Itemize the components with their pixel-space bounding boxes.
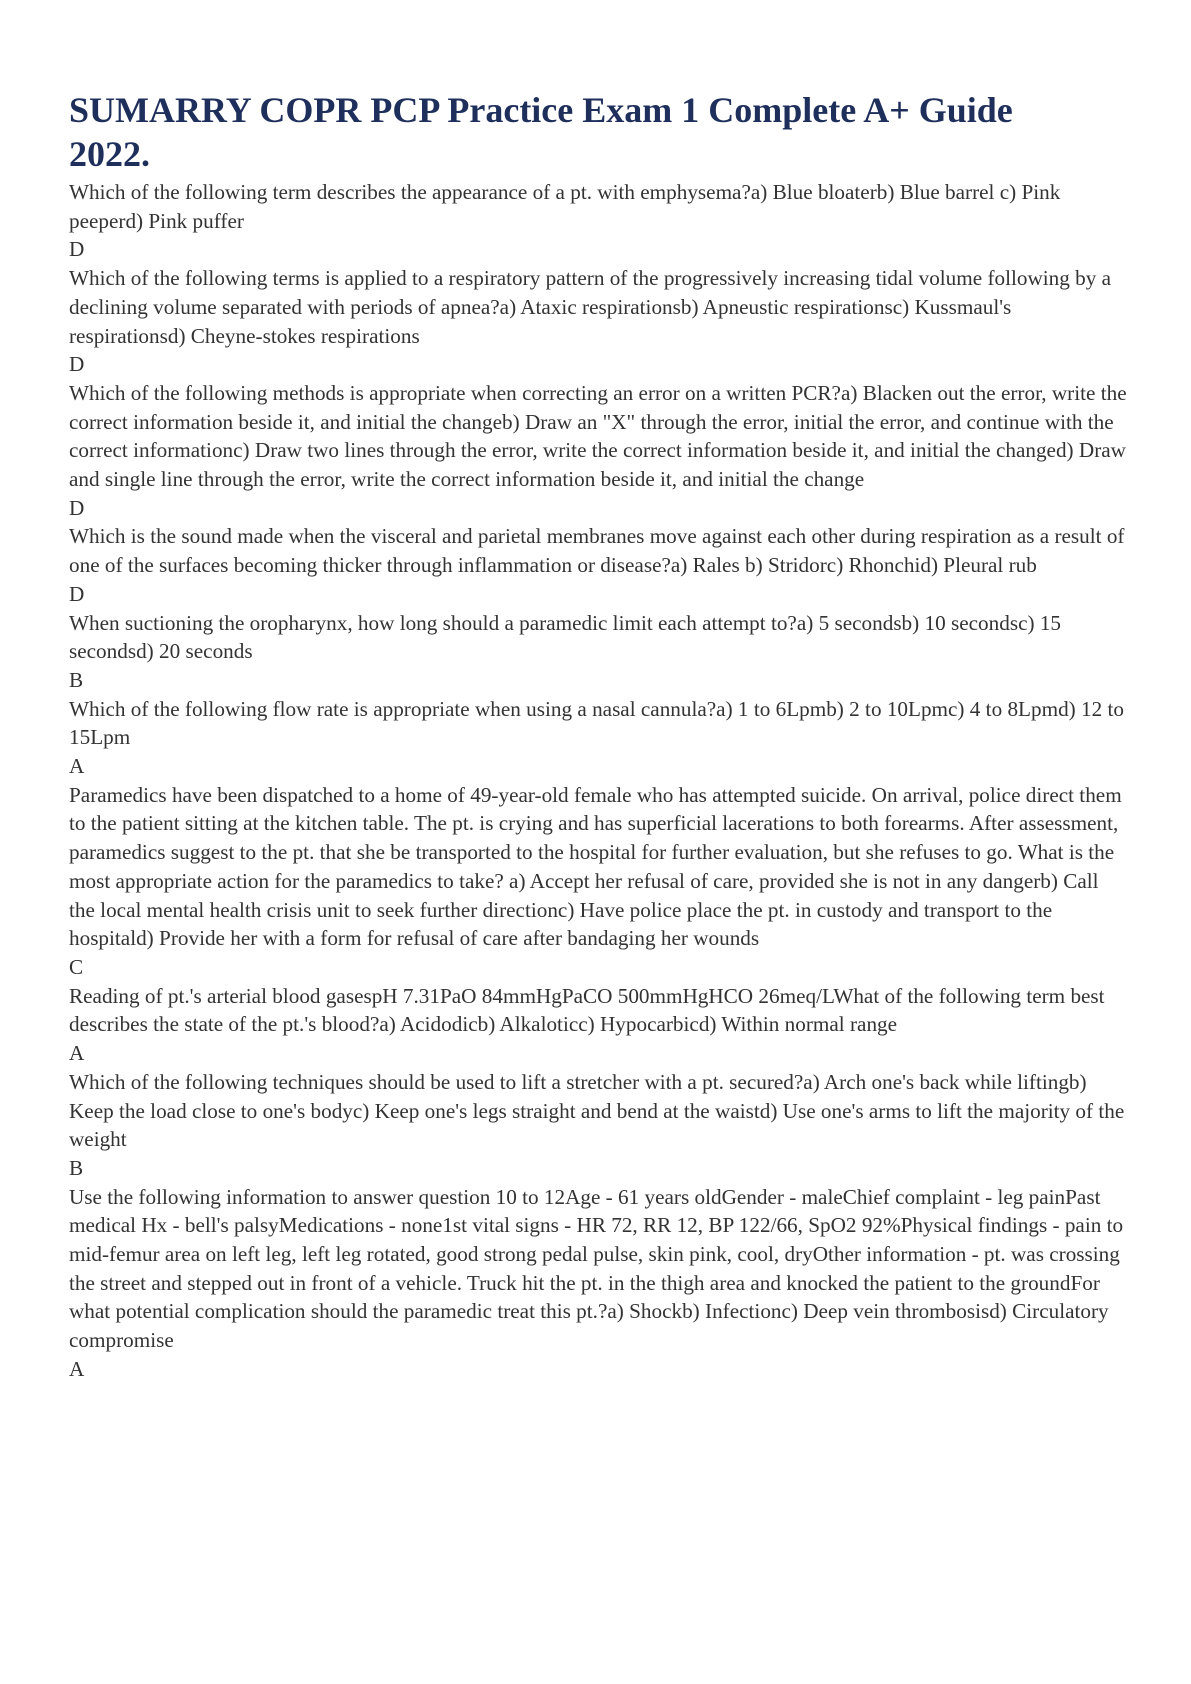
question-item — [69, 1183, 1129, 1384]
question-text: Reading of pt.'s arterial blood gasespH 7.31PaO 84mmHgPaCO 500mmHgHCO 26meq/LWhat of the following term best describes the state of the pt.'s blood?a) Acidodicb) Alkaloticc) Hypocarbicd) Within normal range — [69, 983, 1105, 1037]
question-list — [69, 178, 1129, 1384]
answer-text: D — [69, 352, 85, 377]
answer-text: C — [69, 954, 84, 979]
question-text: Which of the following flow rate is appropriate when using a nasal cannula?a) 1 to 6Lpmb) 2 to 10Lpmc) 4 to 8Lpmd) 12 to 15Lpm — [69, 696, 1124, 750]
answer-text: A — [69, 1356, 85, 1381]
question-item — [69, 1068, 1129, 1183]
answer-text: B — [69, 667, 84, 692]
question-item — [69, 609, 1129, 695]
question-text: Which of the following term describes the appearance of a pt. with emphysema?a) Blue bloaterb) Blue barrel c) Pink peeperd) Pink puffer — [69, 180, 1061, 233]
question-item — [69, 982, 1129, 1068]
question-item — [69, 781, 1129, 982]
document-title: SUMARRY COPR PCP Practice Exam 1 Complete A+ Guide 2022. — [69, 90, 1013, 174]
question-text: Use the following information to answer question 10 to 12Age - 61 years oldGender - maleChief complaint - leg painPast medical Hx - bell's palsyMedications - none1st vital signs - HR 72, RR 12, BP 122/66, SpO2 92%Physical findings - pain to mid-femur area on left leg, left leg rotated, good strong pedal pulse, skin pink, cool, dryOther information - pt. was crossing the street and stepped out in front of a vehicle. Truck hit the pt. in the thigh area and knocked the patient to the groundFor what potential complication should the paramedic treat this pt.?a) Shockb) Infectionc) Deep vein thrombosisd) Circulatory compromise — [69, 1184, 1124, 1353]
question-text: Which of the following terms is applied to a respiratory pattern of the progressively increasing tidal volume following by a declining volume separated with periods of apnea?a) Ataxic respirationsb) Apneustic respirationsc) Kussmaul's respirationsd) Cheyne-stokes respirations — [69, 266, 1112, 348]
question-item — [69, 522, 1129, 608]
question-text: Which of the following techniques should be used to lift a stretcher with a pt. secured?a) Arch one's back while liftingb) Keep the load close to one's bodyc) Keep one's legs straight and bend at the waistd) Use one's arms to lift the majority of the weight — [69, 1069, 1125, 1152]
answer-text: A — [69, 1041, 85, 1066]
question-item — [69, 178, 1129, 264]
question-item — [69, 379, 1129, 523]
answer-text: A — [69, 754, 85, 779]
document-content — [69, 88, 1129, 1384]
answer-text: B — [69, 1155, 84, 1180]
question-item — [69, 264, 1129, 379]
answer-text: D — [69, 495, 85, 520]
question-item — [69, 695, 1129, 781]
question-text: When suctioning the oropharynx, how long should a paramedic limit each attempt to?a) 5 secondsb) 10 secondsc) 15 secondsd) 20 seconds — [69, 610, 1062, 664]
answer-text: D — [69, 237, 85, 262]
answer-text: D — [69, 581, 85, 606]
question-text: Paramedics have been dispatched to a home of 49-year-old female who has attempted suicide. On arrival, police direct them to the patient sitting at the kitchen table. The pt. is crying and has superficial lacerations to both forearms. After assessment, paramedics suggest to the pt. that she be transported to the hospital for further evaluation, but she refuses to go. What is the most appropriate action for the paramedics to take? a) Accept her refusal of care, provided she is not in any dangerb) Call the local mental health crisis unit to seek further directionc) Have police place the pt. in custody and transport to the hospitald) Provide her with a form for refusal of care after bandaging her wounds — [69, 782, 1122, 951]
question-text: Which of the following methods is appropriate when correcting an error on a written PCR?a) Blacken out the error, write the correct information beside it, and initial the changeb) Draw an "X" through the error, initial the error, and continue with the correct informationc) Draw two lines through the error, write the correct information beside it, and initial the changed) Draw and single line through the error, write the correct information beside it, and initial the change — [69, 380, 1127, 492]
question-text: Which is the sound made when the visceral and parietal membranes move against each other during respiration as a result of one of the surfaces becoming thicker through inflammation or disease?a) Rales b) Stridorc) Rhonchid) Pleural rub — [69, 524, 1125, 578]
